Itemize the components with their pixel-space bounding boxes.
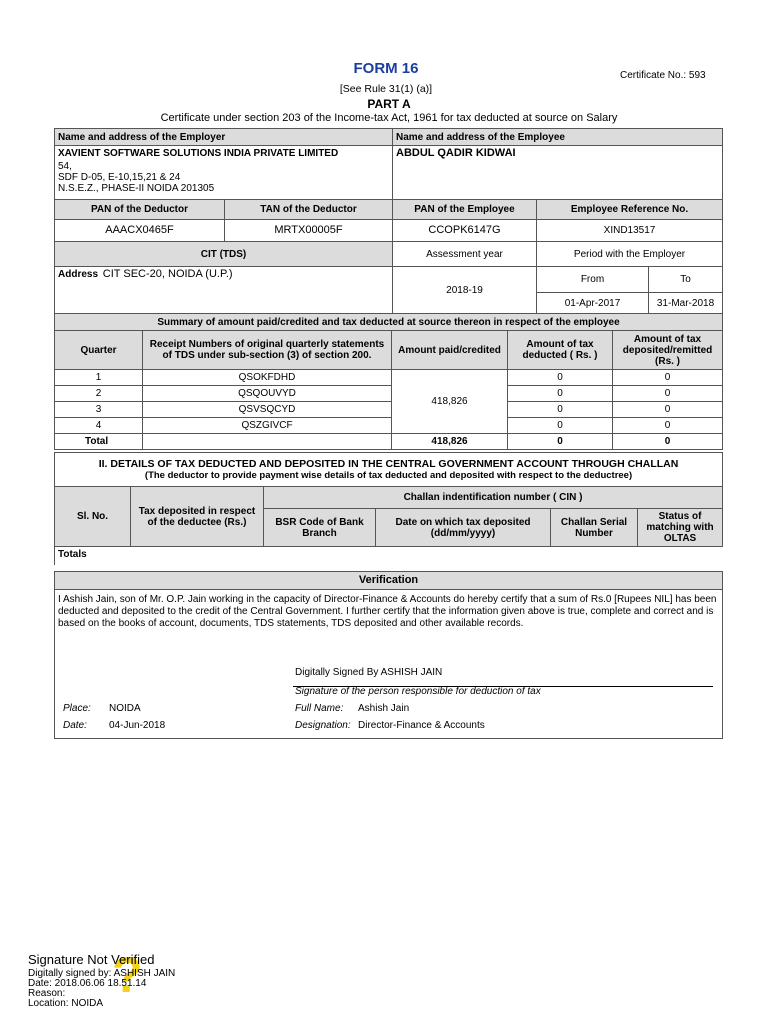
form-title: FORM 16	[353, 60, 419, 77]
receipt-number: QSZGIVCF	[143, 418, 392, 434]
employer-details	[55, 146, 393, 200]
col-oltas-status: Status of matching with OLTAS	[638, 509, 723, 547]
tax-deposited: 0	[613, 402, 723, 418]
employer-address-line-3: N.S.E.Z., PHASE-II NOIDA 201305	[58, 183, 215, 194]
quarter: 1	[55, 370, 143, 386]
employer-employee-table	[54, 128, 723, 315]
tax-deducted: 0	[508, 402, 613, 418]
part-heading: PART A	[367, 97, 411, 111]
col-deposit-date: Date on which tax deposited (dd/mm/yyyy)	[376, 509, 551, 547]
col-bsr-code: BSR Code of Bank Branch	[264, 509, 376, 547]
signature-date: Date: 2018.06.06 18.51.14	[28, 978, 147, 989]
signature-signed-by: Digitally signed by: ASHISH JAIN	[28, 968, 176, 979]
pan-employee: CCOPK6147G	[393, 220, 537, 242]
challan-table	[54, 452, 723, 565]
tax-deposited: 0	[613, 386, 723, 402]
pan-employee-label: PAN of the Employee	[393, 200, 537, 220]
cit-address-cell	[55, 267, 393, 315]
totals-label: Totals	[55, 547, 723, 565]
date-value: 04-Jun-2018	[109, 720, 166, 731]
col-sl-no: Sl. No.	[55, 487, 131, 547]
certificate-number: Certificate No.: 593	[620, 70, 706, 81]
pan-deductor: AAACX0465F	[55, 220, 225, 242]
employer-name: XAVIENT SOFTWARE SOLUTIONS INDIA PRIVATE LIMITED	[58, 148, 339, 159]
total-receipt-empty	[143, 434, 392, 450]
col-amount-paid: Amount paid/credited	[392, 331, 508, 370]
col-tax-deposited-deductee: Tax deposited in respect of the deductee (Rs.)	[131, 487, 264, 547]
col-quarter: Quarter	[55, 331, 143, 370]
col-receipt-numbers: Receipt Numbers of original quarterly statements of TDS under sub-section (3) of section 200.	[143, 331, 392, 370]
col-tax-deducted: Amount of tax deducted ( Rs. )	[508, 331, 613, 370]
receipt-number: QSVSQCYD	[143, 402, 392, 418]
signature-caption: Signature of the person responsible for deduction of tax	[295, 686, 541, 697]
tan-deductor: MRTX00005F	[225, 220, 393, 242]
employer-address-line-2: SDF D-05, E-10,15,21 & 24	[58, 172, 181, 183]
verification-heading: Verification	[55, 572, 723, 590]
summary-table	[54, 313, 723, 450]
question-mark-icon: ?	[112, 947, 143, 1003]
designation-value: Director-Finance & Accounts	[358, 720, 485, 731]
place-value: NOIDA	[109, 703, 141, 714]
tax-deducted: 0	[508, 418, 613, 434]
total-amount: 418,826	[392, 434, 508, 450]
table-row	[55, 402, 723, 418]
period-from: 01-Apr-2017	[537, 293, 649, 315]
signature-location: Location: NOIDA	[28, 998, 104, 1009]
tax-deducted: 0	[508, 386, 613, 402]
challan-heading-cell	[55, 453, 723, 487]
col-tax-deposited: Amount of tax deposited/remitted (Rs. )	[613, 331, 723, 370]
tax-deducted: 0	[508, 370, 613, 386]
fullname-value: Ashish Jain	[358, 703, 410, 714]
signature-status: Signature Not Verified	[28, 952, 155, 967]
col-challan-serial: Challan Serial Number	[551, 509, 638, 547]
employee-label: Name and address of the Employee	[393, 129, 723, 146]
employer-label: Name and address of the Employer	[55, 129, 393, 146]
certificate-description: Certificate under section 203 of the Income-tax Act, 1961 for tax deducted at source on Salary	[160, 112, 618, 124]
employee-reference: XIND13517	[537, 220, 723, 242]
assessment-year-label: Assessment year	[393, 242, 537, 267]
total-row	[55, 434, 723, 450]
table-row	[55, 386, 723, 402]
summary-heading: Summary of amount paid/credited and tax deducted at source thereon in respect of the employee	[55, 314, 723, 331]
receipt-number: QSQOUVYD	[143, 386, 392, 402]
place-label: Place:	[63, 703, 91, 714]
total-deducted: 0	[508, 434, 613, 450]
signature-block	[28, 947, 176, 1009]
employer-address-line-1: 54,	[58, 161, 72, 172]
verification-text: I Ashish Jain, son of Mr. O.P. Jain working in the capacity of Director-Finance & Accounts do hereby certify that a sum of Rs.0 [Rupees NIL] has been deducted and deposited to the credit of the Central Government. I further certify that the information given above is true, complete and correct and is based on the books of account, documents, TDS statements, TDS deposited and other available records.	[55, 590, 723, 739]
from-label: From	[537, 267, 649, 293]
table-row	[55, 418, 723, 434]
address-label: Address	[58, 269, 99, 280]
cit-tds-label: CIT (TDS)	[55, 242, 393, 267]
challan-heading: II. DETAILS OF TAX DEDUCTED AND DEPOSITED IN THE CENTRAL GOVERNMENT ACCOUNT THROUGH CHALLAN	[98, 457, 679, 470]
assessment-year: 2018-19	[393, 267, 537, 315]
tax-deposited: 0	[613, 418, 723, 434]
total-deposited: 0	[613, 434, 723, 450]
total-label: Total	[55, 434, 143, 450]
signature-reason: Reason:	[28, 988, 66, 999]
amount-paid: 418,826	[392, 370, 508, 434]
rule-reference: [See Rule 31(1) (a)]	[339, 83, 433, 95]
quarter: 2	[55, 386, 143, 402]
tax-deposited: 0	[613, 370, 723, 386]
quarter: 3	[55, 402, 143, 418]
challan-subheading: (The deductor to provide payment wise details of tax deducted and deposited with respect to the deductree)	[144, 469, 633, 481]
period-to: 31-Mar-2018	[649, 293, 723, 315]
fullname-label: Full Name:	[295, 703, 344, 714]
cit-address: CIT SEC-20, NOIDA (U.P.)	[102, 268, 233, 280]
to-label: To	[649, 267, 723, 293]
period-label: Period with the Employer	[537, 242, 723, 267]
tan-deductor-label: TAN of the Deductor	[225, 200, 393, 220]
employee-name: ABDUL QADIR KIDWAI	[393, 146, 723, 200]
date-label: Date:	[63, 720, 87, 731]
quarter: 4	[55, 418, 143, 434]
receipt-number: QSOKFDHD	[143, 370, 392, 386]
table-row	[55, 370, 723, 386]
pan-deductor-label: PAN of the Deductor	[55, 200, 225, 220]
employee-reference-label: Employee Reference No.	[537, 200, 723, 220]
col-cin: Challan indentification number ( CIN )	[264, 487, 723, 509]
designation-label: Designation:	[295, 720, 351, 731]
digitally-signed-by: Digitally Signed By ASHISH JAIN	[295, 667, 443, 678]
